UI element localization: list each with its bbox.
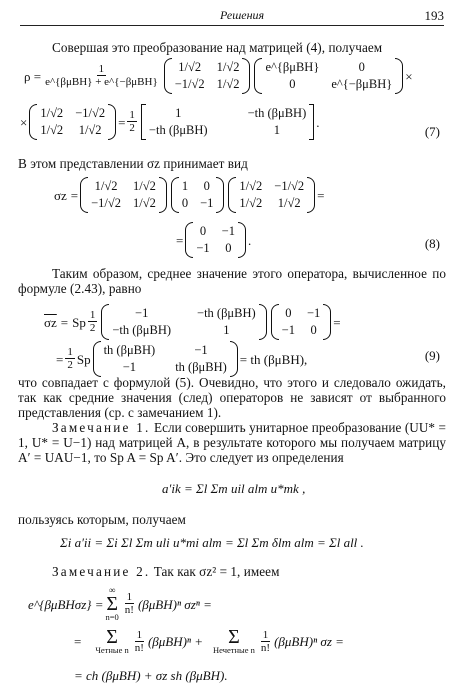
matrix-pauli-z: 1 0 0 −1 [171, 177, 225, 213]
paragraph-1: Совершая это преобразование над матрицей (4), получаем [52, 40, 383, 55]
paragraph-remark-2: Замечание 2. Так как σz² = 1, имеем [52, 564, 280, 579]
sum-n: ∞ Σ n=0 [105, 585, 119, 622]
matrix-sigma-result: 0 −1 −1 0 [185, 222, 246, 258]
paragraph-4: что совпадает с формулой (5). Очевидно, что этого и следовало ожидать, так как средние значения (след) операторов не зависят от выбранного представления (ср. с замечанием 1). [18, 375, 446, 420]
equation-trace: Σi a′ii = Σi Σl Σm uli u*mi alm = Σl Σm δlm alm = Σl all . [60, 535, 364, 550]
paragraph-remark-1: Замечание 1. Если совершить унитарное преобразование (UU* = 1, U* = U−1) над матрицей A, в результате которого мы получаем матрицу A′ = UAU−1, то Sp A = Sp A′. Это следует из определения [18, 420, 447, 465]
rho-prefactor: $\frac{1}{\text{e\textasciicircum{}\{βμBH\} + e\textasciicircum{}\{−βμBH\}}}$ [45, 63, 158, 89]
equation-number-7: (7) [424, 124, 440, 139]
remark-2-label: Замечание 2. [52, 564, 151, 579]
matrix-product: th (βμBH) −1 −1 th (βμBH) [93, 341, 238, 377]
sum-even: Σ Четные n [95, 626, 129, 655]
equation-exp-final: = ch (βμBH) + σz sh (βμBH). [74, 668, 228, 683]
matrix-u-2: 1/√2 1/√2 −1/√2 1/√2 [80, 177, 167, 213]
equation-aprime: a′ik = Σl Σm uil alm u*mk , [162, 481, 306, 496]
remark-1-label: Замечание 1. [52, 420, 151, 435]
matrix-sigma-2: 0 −1 −1 0 [271, 304, 332, 340]
equation-rho-line2: × 1/√2 −1/√2 1/√2 1/√2 = $\frac{1}{2}$ 1 −th (βμBH) −th (βμBH) 1 . [20, 104, 319, 140]
equation-exp-line2: = Σ Четные n $\frac{1}{n!}$ (βμBH)ⁿ + Σ Нечетные n $\frac{1}{n!}$ (βμBH)ⁿ σz = [74, 626, 344, 655]
equation-exp-line1: e^{βμBHσz} = ∞ Σ n=0 $\frac{1}{n!}$ (βμBH)ⁿ σzⁿ = [28, 585, 212, 622]
paragraph-6: пользуясь которым, получаем [18, 512, 186, 527]
equation-sigma-line1: σz = 1/√2 1/√2 −1/√2 1/√2 1 0 0 −1 1/√2 −1/√2 1/√2 1/√2 = [54, 177, 325, 213]
section-title: Решения [220, 8, 265, 22]
matrix-diag-exp: e^{βμBH} 0 0 e^{−βμBH} [254, 58, 403, 94]
matrix-u: 1/√2 1/√2 −1/√2 1/√2 [164, 58, 251, 94]
equation-mean-line1: $\overline{\sigma z}$ = Sp $\frac{1}{2}$ −1 −th (βμBH) −th (βμBH) 1 0 −1 −1 0 = [44, 304, 341, 340]
paragraph-3: Таким образом, среднее значение этого оператора, вычисленное по формуле (2.43), равно [18, 266, 446, 296]
matrix-rho-result: 1 −th (βμBH) −th (βμBH) 1 [141, 104, 314, 140]
one-half: $\frac{1}{2}$ [129, 109, 135, 135]
matrix-u-inverse-2: 1/√2 −1/√2 1/√2 1/√2 [228, 177, 315, 213]
equation-rho-line1: ρ = $\frac{1}{\text{e\textasciicircum{}\{βμBH\} + e\textasciicircum{}\{−βμBH\}}}$ 1/√2 1/√2 −1/√2 1/√2 e^{βμBH} 0 0 e^{−βμBH} × [24, 58, 413, 94]
header-rule [20, 25, 444, 26]
running-header [20, 8, 444, 24]
equation-number-9: (9) [424, 348, 440, 363]
equation-mean-line2: = $\frac{1}{2}$ Sp th (βμBH) −1 −1 th (βμBH) = th (βμBH), [56, 341, 307, 377]
matrix-rho-2: −1 −th (βμBH) −th (βμBH) 1 [101, 304, 266, 340]
equation-number-8: (8) [424, 236, 440, 251]
rho-lhs: ρ = [24, 68, 42, 84]
matrix-u-inverse: 1/√2 −1/√2 1/√2 1/√2 [29, 104, 116, 140]
sum-odd: Σ Нечетные n [213, 626, 255, 655]
equation-sigma-line2: = 0 −1 −1 0 . [176, 222, 251, 258]
paragraph-2: В этом представлении σz принимает вид [18, 156, 248, 171]
page-number: 193 [424, 8, 444, 23]
